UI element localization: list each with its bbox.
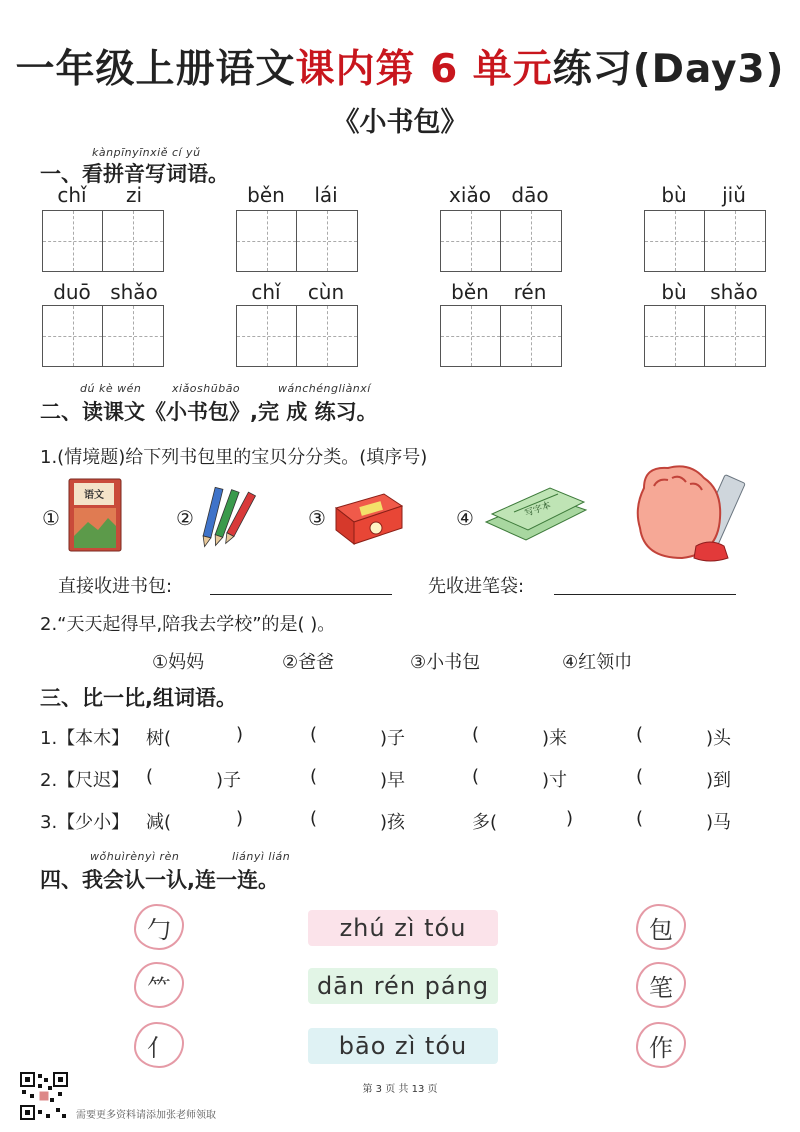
pinyin-card-2[interactable]: dān rén páng [308,968,498,1004]
pinyin-7-2: rén [513,280,547,304]
textbook-image [68,478,122,552]
character-card-3[interactable]: 作 [636,1022,686,1068]
pencils-image [194,484,258,550]
option-1: ①妈妈 [152,652,205,673]
pinyin-3-1: xiǎo [449,183,491,207]
compare-cell: )到 [706,770,732,791]
pinyin-card-3[interactable]: bāo zì tóu [308,1028,498,1064]
compare-cell: )早 [380,770,406,791]
pinyin-2-2: lái [314,183,338,207]
item-number-3: ③ [308,506,326,530]
compare-cell: ( [146,766,154,787]
section1-title: 一、看拼音写词语。 [40,162,229,186]
compare-cell: ) [236,724,244,745]
writing-grid[interactable] [42,210,164,272]
compare-cell: 减( [146,812,172,833]
page-number: 第 3 页 共 13 页 [362,1084,438,1095]
option-2: ②爸爸 [282,652,335,673]
pinyin-5-2: shǎo [110,280,158,304]
compare-cell: )马 [706,812,732,833]
textbook-label: 语文 [84,490,104,501]
question-1: 1.(情境题)给下列书包里的宝贝分分类。(填序号) [40,447,428,468]
pinyin-1-2: zi [125,183,143,207]
answer-line-bag[interactable] [210,574,392,595]
writing-grid[interactable] [440,210,562,272]
item-number-1: ① [42,506,60,530]
pinyin-8-2: shǎo [710,280,758,304]
sharpener-image [332,488,406,548]
pinyin-6-1: chǐ [251,280,281,304]
page-title [0,38,800,94]
compare-cell: ( [472,724,480,745]
pinyin-6-2: cùn [307,280,345,304]
compare-cell: ( [636,766,644,787]
item-number-4: ④ [456,506,474,530]
title-part-3: 练习(Day3) [552,47,785,92]
pinyin-3-2: dāo [511,183,549,207]
compare-cell: ( [636,724,644,745]
section2-ruby-1: dú kè wén [80,382,142,395]
compare-cell: )来 [542,728,568,749]
pinyin-4-2: jiǔ [722,183,746,207]
compare-cell: ( [472,766,480,787]
compare-row-label: 1.【本木】 [40,728,130,749]
compare-cell: )子 [216,770,242,791]
mascot-ruler-image [624,458,754,566]
label-into-bag: 直接收进书包: [58,576,173,597]
pinyin-8-1: bù [661,280,687,304]
radical-card-1[interactable]: 勹 [134,904,184,950]
pinyin-5-1: duō [53,280,91,304]
pinyin-1-1: chǐ [57,183,87,207]
compare-cell: ( [310,766,318,787]
character-card-2[interactable]: 笔 [636,962,686,1008]
question-2: 2.“天天起得早,陪我去学校”的是( )。 [40,614,336,635]
compare-cell: )子 [380,728,406,749]
section2-title: 二、读课文《小书包》,完 成 练习。 [40,400,378,424]
option-4: ④红领巾 [562,652,633,673]
writing-grid[interactable] [236,305,358,367]
exercise-book-label: 写字本 [523,500,553,520]
compare-cell: ( [310,808,318,829]
item-number-2: ② [176,506,194,530]
compare-cell: )头 [706,728,732,749]
section4-ruby-2: liányì lián [232,850,291,863]
title-part-red: 课内第 6 单元 [295,47,553,92]
character-card-1[interactable]: 包 [636,904,686,950]
exercise-books-image [484,482,588,546]
compare-cell: ( [636,808,644,829]
writing-grid[interactable] [644,305,766,367]
pinyin-2-1: běn [247,183,285,207]
writing-grid[interactable] [440,305,562,367]
compare-row-label: 2.【尺迟】 [40,770,130,791]
radical-card-3[interactable]: 亻 [134,1022,184,1068]
radical-card-2[interactable]: ⺮ [134,962,184,1008]
compare-cell: ) [566,808,574,829]
answer-line-pencilcase[interactable] [554,574,736,595]
label-into-pencilcase: 先收进笔袋: [428,576,525,597]
writing-grid[interactable] [644,210,766,272]
pinyin-7-1: běn [451,280,489,304]
section2-ruby-3: wánchéngliànxí [278,382,371,395]
compare-cell: 多( [472,812,498,833]
writing-grid[interactable] [42,305,164,367]
section3-title: 三、比一比,组词语。 [40,686,237,710]
compare-cell: 树( [146,728,172,749]
title-part-1: 一年级上册语文 [15,47,296,92]
pinyin-card-1[interactable]: zhú zì tóu [308,910,498,946]
option-3: ③小书包 [410,652,481,673]
lesson-title: 《小书包》 [332,107,468,138]
compare-cell: )孩 [380,812,406,833]
section4-title: 四、我会认一认,连一连。 [40,868,279,892]
compare-cell: )寸 [542,770,568,791]
section4-ruby-1: wǒhuìrènyì rèn [90,850,180,863]
pinyin-4-1: bù [661,183,687,207]
compare-cell: ( [310,724,318,745]
compare-row-label: 3.【少小】 [40,812,130,833]
compare-cell: ) [236,808,244,829]
footer-note: 需要更多资料请添加张老师领取 [76,1110,216,1121]
writing-grid[interactable] [236,210,358,272]
section2-ruby-2: xiǎoshūbāo [172,382,241,395]
section1-ruby: kànpīnyīnxiě cí yǔ [92,146,201,159]
